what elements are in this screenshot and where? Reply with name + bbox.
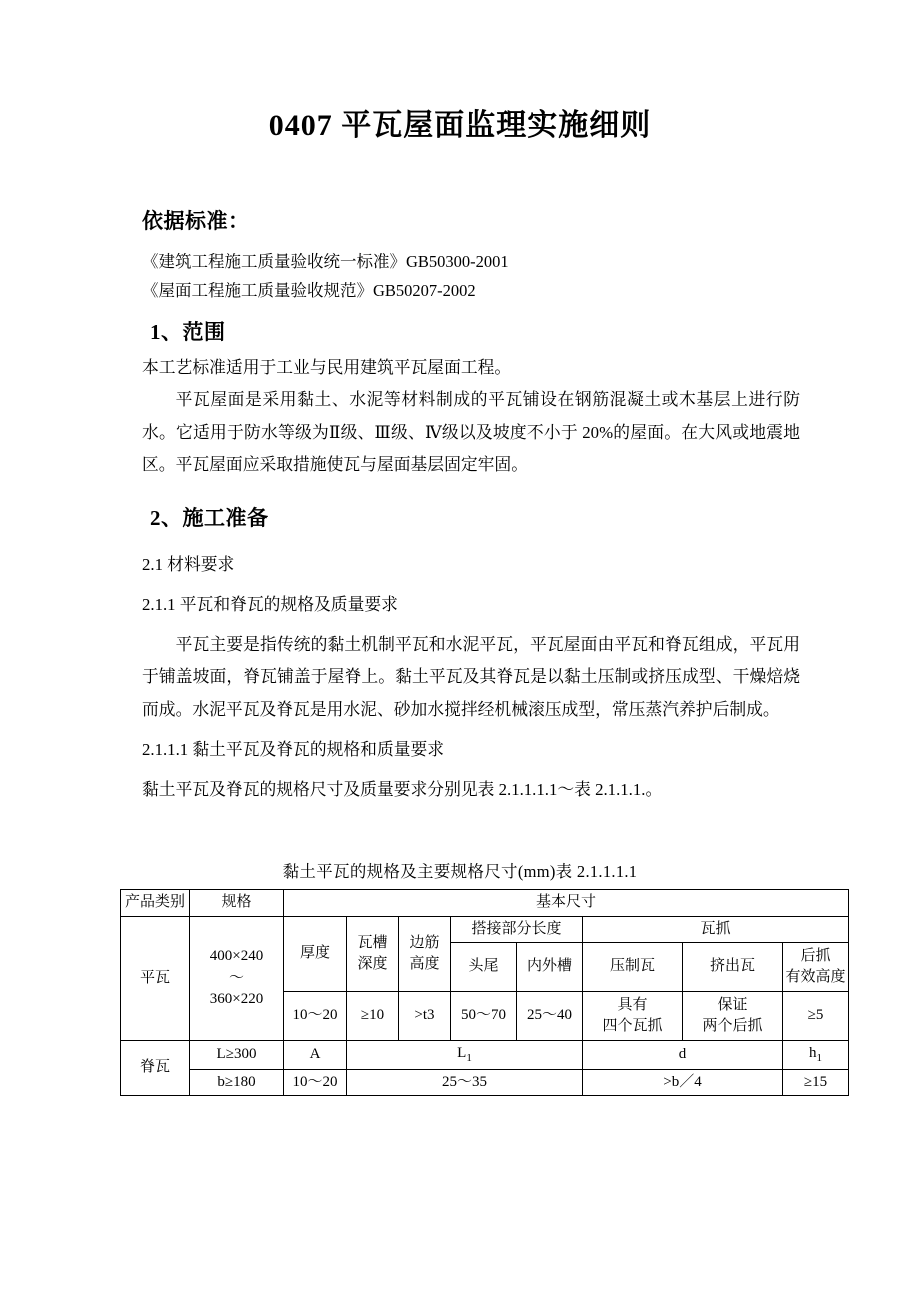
symbol-h1-subscript: 1 (816, 1052, 822, 1065)
pressed-tile-line-1: 具有 (617, 996, 648, 1013)
value-l1: 25～35 (347, 1069, 583, 1095)
spec-table (120, 889, 849, 1096)
header-rear-grip (783, 943, 849, 992)
value-h1: ≥15 (783, 1069, 849, 1095)
cell-product-type-flat-tile: 平瓦 (121, 916, 190, 1040)
section-1-paragraph-1: 本工艺标准适用于工业与民用建筑平瓦屋面工程。 (142, 358, 512, 378)
section-2-heading: 2、施工准备 (150, 506, 269, 531)
value-a: 10～20 (284, 1069, 347, 1095)
cell-spec-flat-tile (190, 916, 284, 1040)
rib-height-line-1: 边筋 (409, 934, 440, 951)
cell-spec-ridge-tile-1: L≥300 (190, 1041, 284, 1070)
groove-depth-line-2: 深度 (357, 955, 388, 972)
rear-grip-line-1: 后抓 (800, 947, 831, 964)
header-product-type: 产品类别 (121, 890, 190, 916)
groove-depth-line-1: 瓦槽 (357, 934, 388, 951)
spec-line-2: ～ (228, 969, 244, 986)
page-title: 0407 平瓦屋面监理实施细则 (268, 109, 652, 142)
symbol-l1-base: L (457, 1045, 467, 1062)
cell-product-type-ridge-tile: 脊瓦 (121, 1041, 190, 1096)
table-header-row-1 (121, 890, 849, 916)
value-d: >b／4 (583, 1069, 783, 1095)
header-basic-dimension: 基本尺寸 (284, 890, 849, 916)
value-rib-height: >t3 (399, 992, 451, 1041)
section-2-paragraph-4: 2.1.1.1 黏土平瓦及脊瓦的规格和质量要求 (142, 739, 445, 759)
header-pressed-tile: 压制瓦 (583, 943, 683, 992)
header-inner-outer-groove: 内外槽 (517, 943, 583, 992)
cell-spec-ridge-tile-2: b≥180 (190, 1069, 284, 1095)
header-tile-grip: 瓦抓 (583, 916, 849, 942)
value-head-tail: 50～70 (451, 992, 517, 1041)
section-2-paragraph-5: 黏土平瓦及脊瓦的规格尺寸及质量要求分别见表 2.1.1.1.1～表 2.1.1.1.。 (142, 780, 663, 800)
table-header-row-2 (121, 916, 849, 942)
header-head-tail: 头尾 (451, 943, 517, 992)
header-thickness: 厚度 (284, 916, 347, 991)
header-extruded-tile: 挤出瓦 (683, 943, 783, 992)
value-groove-depth: ≥10 (347, 992, 399, 1041)
section-2-paragraph-1: 2.1 材料要求 (142, 554, 235, 574)
document-body (120, 144, 800, 806)
spec-table-caption: 黏土平瓦的规格及主要规格尺寸(mm)表 2.1.1.1.1 (282, 862, 638, 882)
section-1-paragraph-2: 平瓦屋面是采用黏土、水泥等材料制成的平瓦铺设在钢筋混凝土或木基层上进行防水。它适用于防水等级为Ⅱ级、Ⅲ级、Ⅳ级以及坡度不小于 20%的屋面。在大风或地震地区。平瓦屋面应采取措施使瓦与屋面基层固定牢固。 (142, 390, 800, 474)
header-rib-height (399, 916, 451, 991)
section-1-heading: 1、范围 (150, 319, 226, 344)
standard-item-1: 《建筑工程施工质量验收统一标准》GB50300-2001 (142, 252, 509, 272)
header-overlap-length: 搭接部分长度 (451, 916, 583, 942)
standard-item-2: 《屋面工程施工质量验收规范》GB50207-2002 (142, 281, 476, 301)
table-row-ridge-tile-symbols (121, 1041, 849, 1070)
pressed-tile-line-2: 四个瓦抓 (602, 1018, 663, 1035)
symbol-a: A (284, 1041, 347, 1070)
symbol-h1-base: h (809, 1045, 817, 1062)
extruded-tile-line-1: 保证 (717, 996, 748, 1013)
standards-heading: 依据标准： (142, 209, 250, 233)
spec-line-3: 360×220 (209, 991, 264, 1008)
spec-table-section (120, 806, 846, 1096)
extruded-tile-line-2: 两个后抓 (702, 1018, 763, 1035)
rib-height-line-2: 高度 (409, 955, 440, 972)
value-extruded-tile (683, 992, 783, 1041)
value-inner-outer-groove: 25～40 (517, 992, 583, 1041)
spec-line-1: 400×240 (209, 948, 264, 965)
header-spec: 规格 (190, 890, 284, 916)
rear-grip-line-2: 有效高度 (785, 969, 846, 986)
section-2-paragraph-2: 2.1.1 平瓦和脊瓦的规格及质量要求 (142, 594, 398, 614)
header-groove-depth (347, 916, 399, 991)
table-row-ridge-tile-values (121, 1069, 849, 1095)
symbol-l1-subscript: 1 (466, 1052, 472, 1065)
section-2-paragraph-3: 平瓦主要是指传统的黏土机制平瓦和水泥平瓦，平瓦屋面由平瓦和脊瓦组成，平瓦用于铺盖坡面，脊瓦铺盖于屋脊上。黏土平瓦及其脊瓦是以黏土压制或挤压成型、干燥焙烧而成。水泥平瓦及脊瓦是用水泥、砂加水搅拌经机械滚压成型，常压蒸汽养护后制成。 (142, 635, 800, 719)
symbol-h1 (783, 1041, 849, 1070)
symbol-d: d (583, 1041, 783, 1070)
value-thickness: 10～20 (284, 992, 347, 1041)
symbol-l1 (347, 1041, 583, 1070)
value-rear-grip: ≥5 (783, 992, 849, 1041)
value-pressed-tile (583, 992, 683, 1041)
